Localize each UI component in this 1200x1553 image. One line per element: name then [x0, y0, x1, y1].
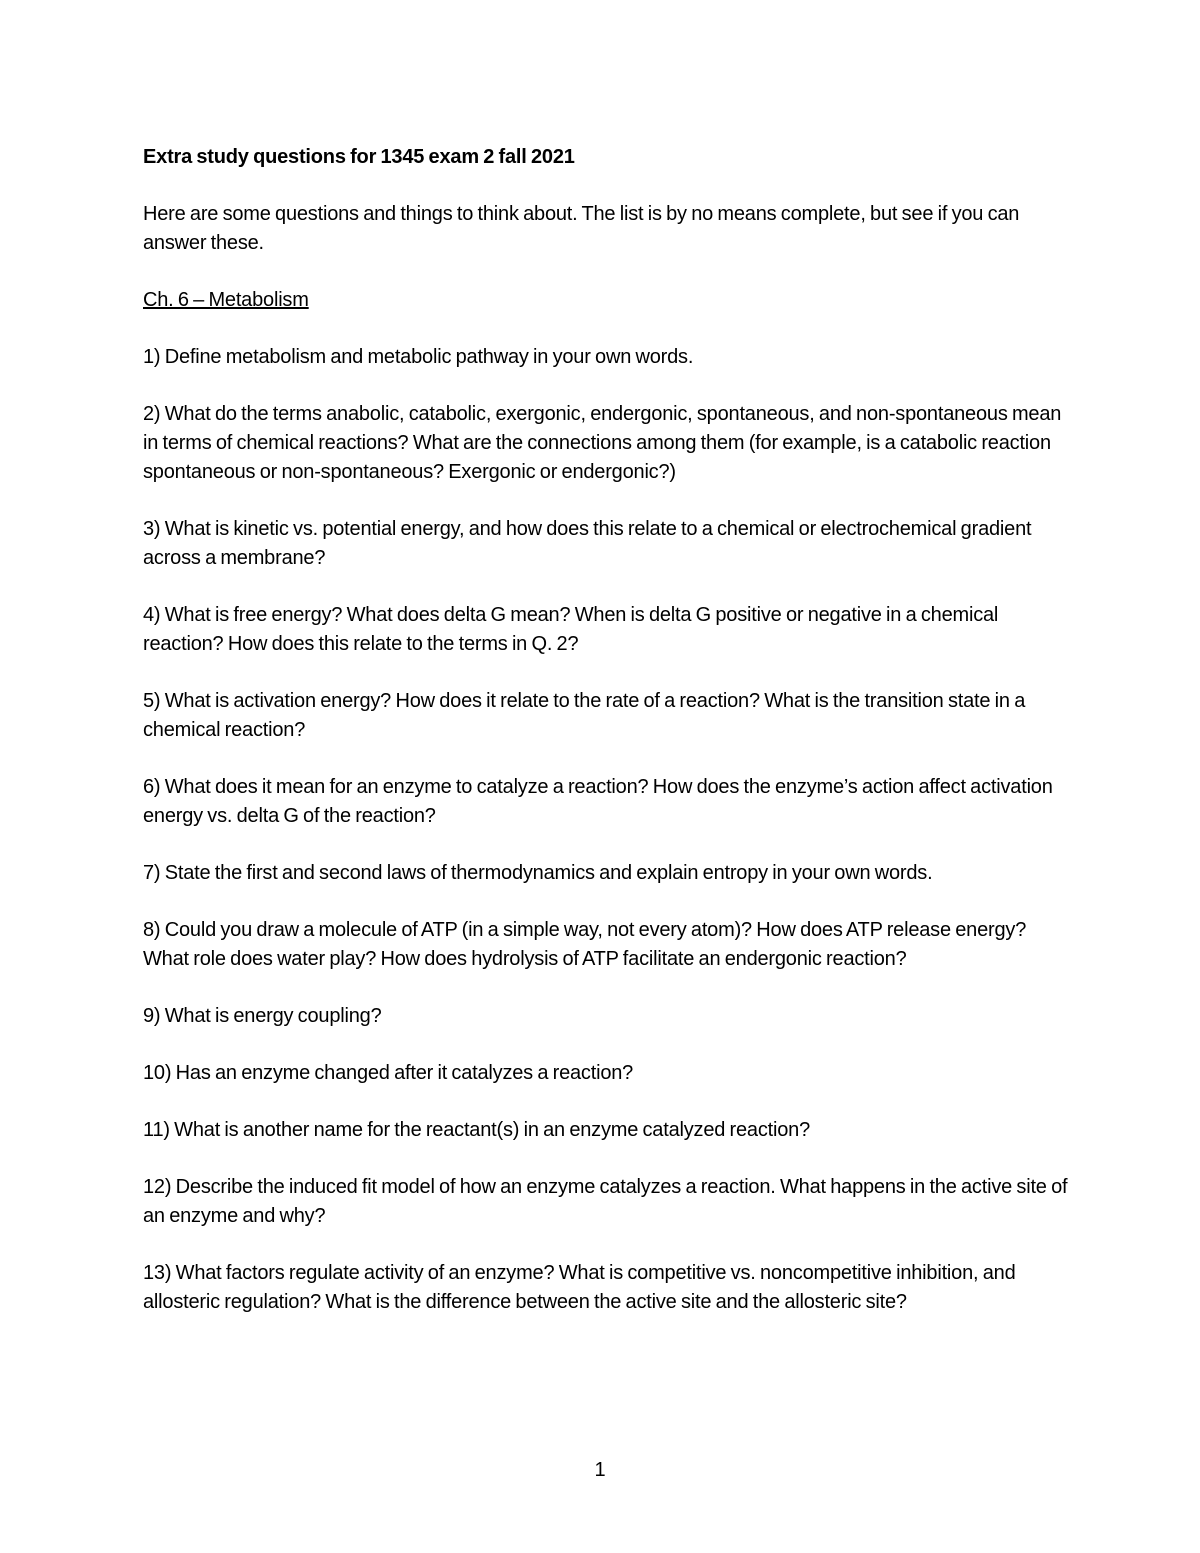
- question-13: 13) What factors regulate activity of an enzyme? What is competitive vs. noncompetitive inhibition, and allosteric regulation? What is the difference between the active site and the allosteric site?: [143, 1262, 1016, 1313]
- intro-paragraph: Here are some questions and things to think about. The list is by no means complete, but see if you can answer these.: [143, 203, 1020, 254]
- question-9: 9) What is energy coupling?: [143, 1005, 382, 1027]
- question-3: 3) What is kinetic vs. potential energy, and how does this relate to a chemical or electrochemical gradient across a membrane?: [143, 518, 1032, 569]
- page-number: 1: [594, 1459, 606, 1481]
- document-body: [143, 143, 1073, 1317]
- document-title: Extra study questions for 1345 exam 2 fall 2021: [143, 146, 575, 168]
- question-8: 8) Could you draw a molecule of ATP (in a simple way, not every atom)? How does ATP release energy? What role does water play? How does hydrolysis of ATP facilitate an endergonic reaction?: [143, 919, 1027, 970]
- question-2: 2) What do the terms anabolic, catabolic, exergonic, endergonic, spontaneous, and non-spontaneous mean in terms of chemical reactions? What are the connections among them (for example, is a catabolic reaction spontaneous or non-spontaneous? Exergonic or endergonic?): [143, 403, 1062, 483]
- question-10: 10) Has an enzyme changed after it catalyzes a reaction?: [143, 1062, 634, 1084]
- question-4: 4) What is free energy? What does delta G mean? When is delta G positive or negative in a chemical reaction? How does this relate to the terms in Q. 2?: [143, 604, 999, 655]
- section-heading: Ch. 6 – Metabolism: [143, 289, 309, 311]
- question-7: 7) State the first and second laws of thermodynamics and explain entropy in your own words.: [143, 862, 933, 884]
- question-1: 1) Define metabolism and metabolic pathway in your own words.: [143, 346, 694, 368]
- question-11: 11) What is another name for the reactant(s) in an enzyme catalyzed reaction?: [143, 1119, 811, 1141]
- question-6: 6) What does it mean for an enzyme to catalyze a reaction? How does the enzyme’s action affect activation energy vs. delta G of the reaction?: [143, 776, 1053, 827]
- question-12: 12) Describe the induced fit model of how an enzyme catalyzes a reaction. What happens in the active site of an enzyme and why?: [143, 1176, 1068, 1227]
- question-5: 5) What is activation energy? How does it relate to the rate of a reaction? What is the transition state in a chemical reaction?: [143, 690, 1026, 741]
